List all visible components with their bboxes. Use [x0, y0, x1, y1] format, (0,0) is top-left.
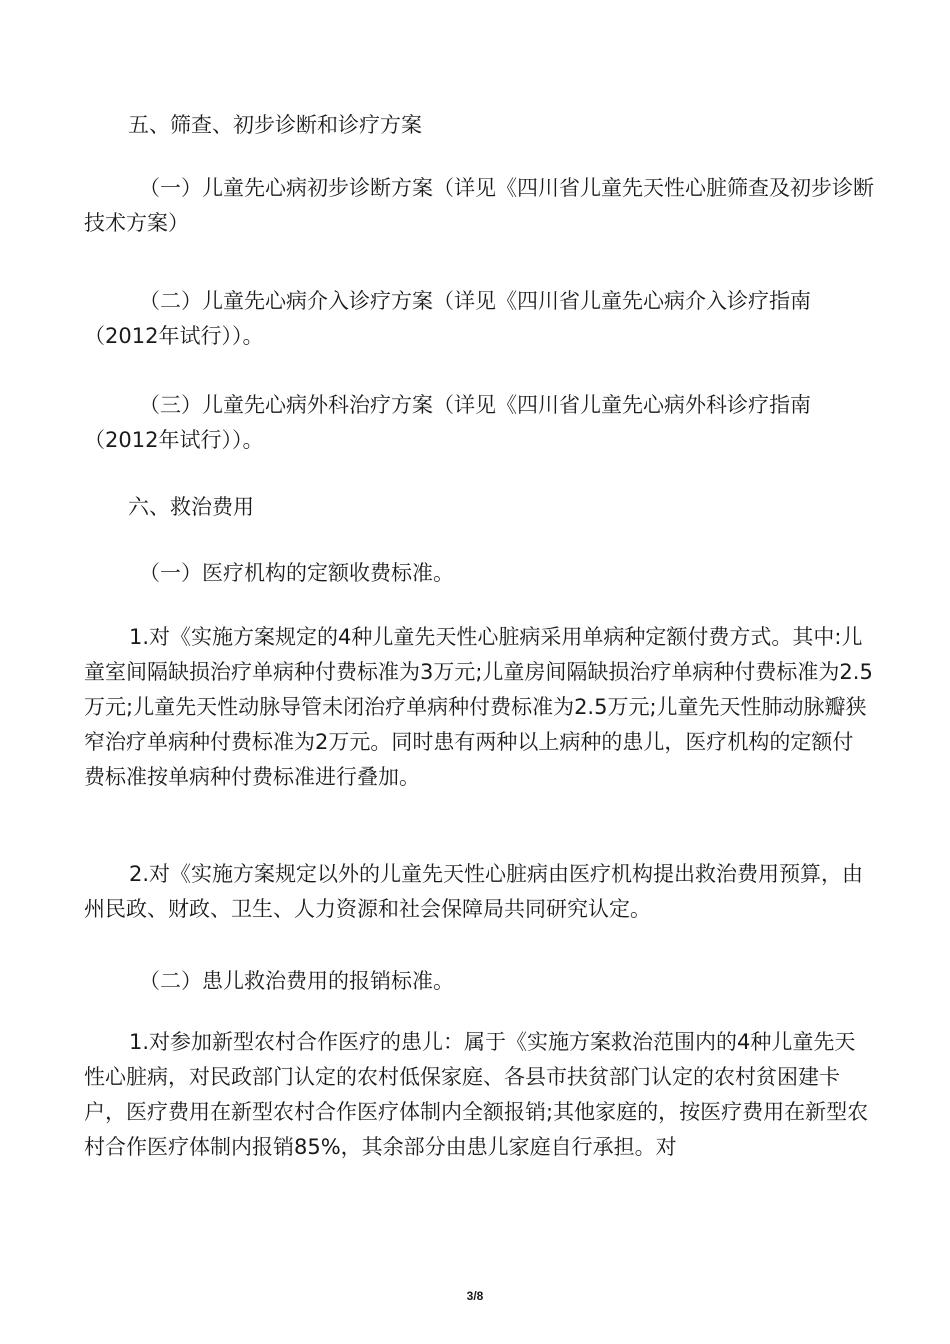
subsection-6-1: （一）医疗机构的定额收费标准。 — [139, 561, 454, 585]
subsection-5-2: （二）儿童先心病介入诊疗方案（详见《四川省儿童先心病介入诊疗指南（2012年试行））。 — [84, 289, 811, 348]
subsection-6-2: （二）患儿救治费用的报销标准。 — [139, 969, 454, 993]
item-6-1-1: 1.对《实施方案规定的4种儿童先天性心脏病采用单病种定额付费方式。其中:儿童室间隔缺损治疗单病种付费标准为3万元;儿童房间隔缺损治疗单病种付费标准为2.5万元;儿童先天性动脉导管未闭治疗单病种付费标准为2.5万元;儿童先天性肺动脉瓣狭窄治疗单病种付费标准为2万元。同时患有两种以上病种的患儿，医疗机构的定额付费标准按单病种付费标准进行叠加。 — [84, 625, 873, 789]
item-6-2-1: 1.对参加新型农村合作医疗的患儿：属于《实施方案救治范围内的4种儿童先天性心脏病，对民政部门认定的农村低保家庭、各县市扶贫部门认定的农村贫困建卡户，医疗费用在新型农村合作医疗体制内全额报销;其他家庭的，按医疗费用在新型农村合作医疗体制内报销85%，其余部分由患儿家庭自行承担。对 — [84, 1030, 869, 1159]
subsection-5-1: （一）儿童先心病初步诊断方案（详见《四川省儿童先天性心脏筛查及初步诊断技术方案） — [84, 176, 874, 235]
item-6-1-2: 2.对《实施方案规定以外的儿童先天性心脏病由医疗机构提出救治费用预算，由州民政、财政、卫生、人力资源和社会保障局共同研究认定。 — [84, 862, 864, 921]
subsection-5-3: （三）儿童先心病外科治疗方案（详见《四川省儿童先心病外科诊疗指南（2012年试行））。 — [84, 393, 811, 452]
page-number: 3/8 — [466, 1289, 484, 1303]
section-heading-5: 五、筛查、初步诊断和诊疗方案 — [128, 113, 422, 137]
section-heading-6: 六、救治费用 — [128, 495, 254, 519]
